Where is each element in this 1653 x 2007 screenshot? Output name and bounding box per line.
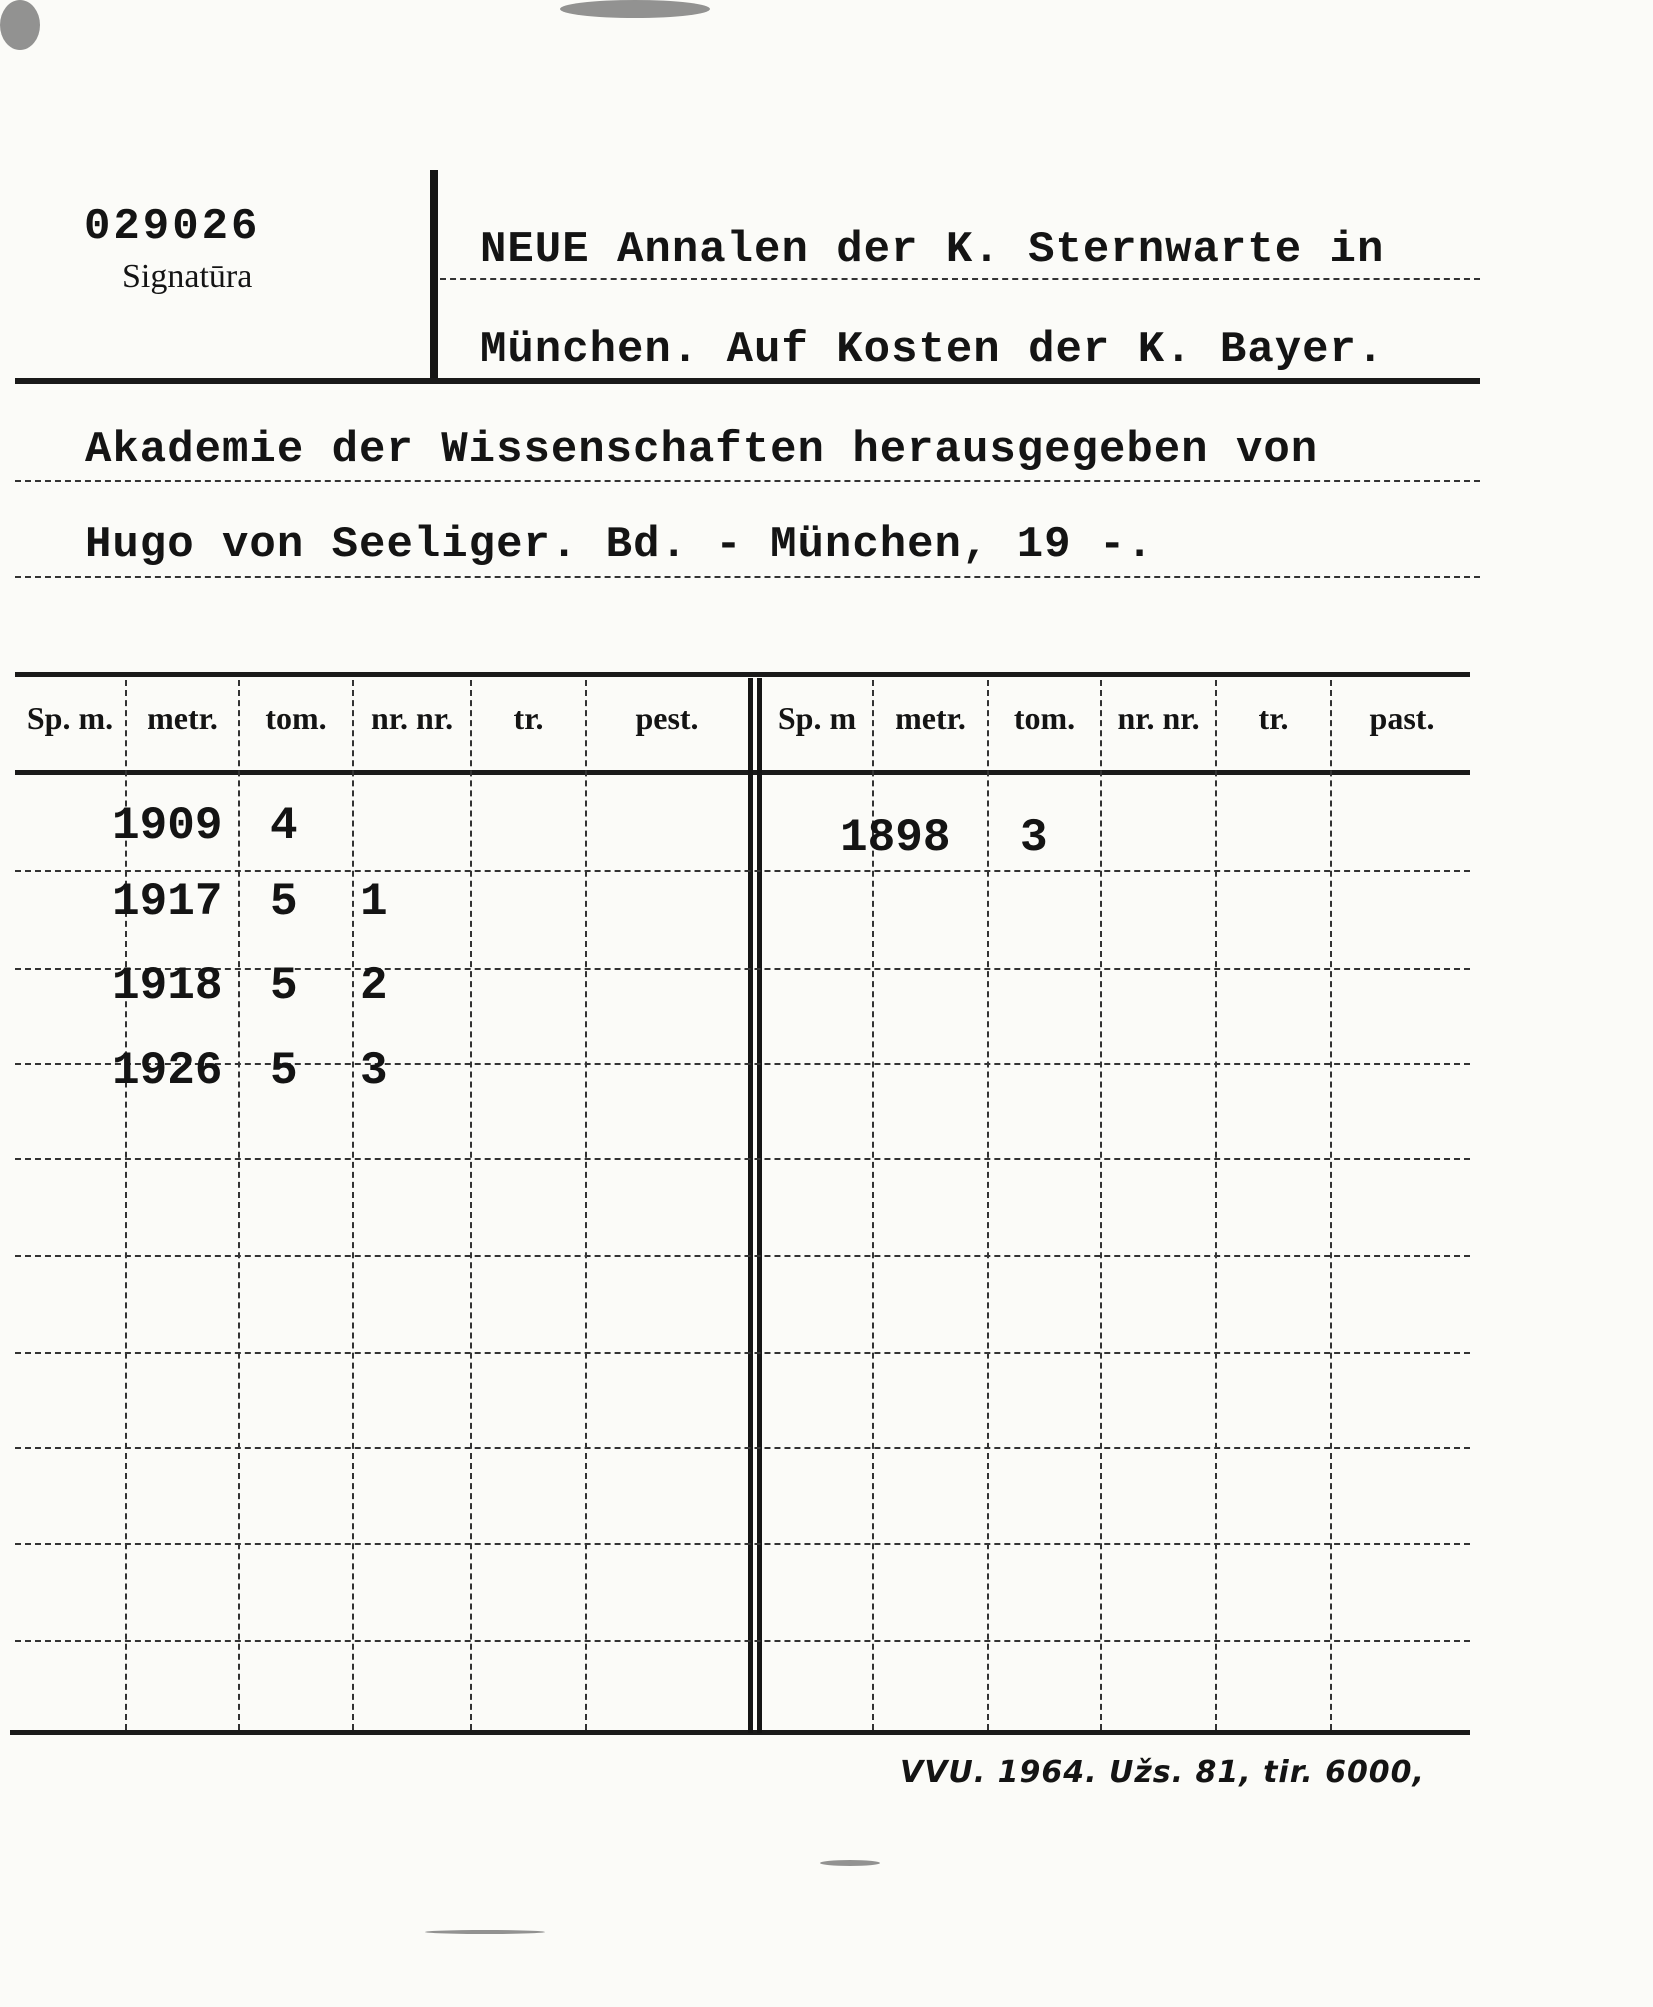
table-row-rule [15, 1352, 1470, 1354]
cell-nr: 2 [360, 960, 388, 1012]
signature-number: 029026 [84, 202, 261, 252]
title-rule [440, 278, 1480, 280]
title-line-1: NEUE Annalen der K. Sternwarte in [480, 225, 1385, 275]
cell-metr: 1918 [112, 960, 223, 1012]
column-divider [352, 680, 354, 1730]
column-divider [1330, 680, 1332, 1730]
table-center-divider [748, 678, 753, 1733]
cell-tom: 4 [270, 800, 298, 852]
cell-nr: 3 [360, 1045, 388, 1097]
column-header-tr: tr. [513, 700, 544, 736]
table-bottom-rule [10, 1730, 1470, 1735]
cell-metr: 1926 [112, 1045, 223, 1097]
signature-label: Signatūra [122, 258, 253, 295]
column-header-nr: nr. nr. [1117, 700, 1200, 736]
scan-speck [820, 1860, 880, 1866]
table-row-rule [15, 1543, 1470, 1545]
column-header-sp-m: Sp. m. [26, 700, 114, 736]
column-header-metr: metr. [147, 700, 218, 736]
table-row-rule [15, 1640, 1470, 1642]
scan-smudge [0, 0, 40, 50]
column-divider [1215, 680, 1217, 1730]
cell-tom: 5 [270, 960, 298, 1012]
column-header-tr: tr. [1258, 700, 1289, 736]
column-header-nr: nr. nr. [370, 700, 454, 736]
header-divider [430, 170, 438, 378]
title-line-2: München. Auf Kosten der K. Bayer. [480, 325, 1385, 375]
table-header-rule [15, 770, 1470, 775]
table-top-rule [15, 672, 1470, 677]
column-header-pest: pest. [635, 700, 699, 736]
column-header-past: past. [1369, 700, 1435, 736]
column-header-tom: tom. [265, 700, 327, 736]
title-line-4: Hugo von Seeliger. Bd. - München, 19 -. [85, 520, 1154, 570]
cell-metr: 1917 [112, 876, 223, 928]
table-row-rule [15, 1063, 1470, 1065]
cell-metr: 1909 [112, 800, 223, 852]
scan-smudge [560, 0, 710, 18]
table-row-rule [15, 1158, 1470, 1160]
cell-nr: 1 [360, 876, 388, 928]
table-row-rule [15, 870, 1470, 872]
column-divider [238, 680, 240, 1730]
print-run-note: VVU. 1964. Užs. 81, tir. 6000, [900, 1755, 1425, 1790]
column-divider [987, 680, 989, 1730]
cell-tom: 5 [270, 876, 298, 928]
title-rule [15, 480, 1480, 482]
cell-metr: 1898 [840, 812, 951, 864]
title-rule [15, 576, 1480, 578]
column-header-tom: tom. [1013, 700, 1076, 736]
column-header-sp-m: Sp. m [777, 700, 857, 736]
cell-tom: 3 [1020, 812, 1048, 864]
table-row-rule [15, 1447, 1470, 1449]
table-row-rule [15, 968, 1470, 970]
column-divider [585, 680, 587, 1730]
scan-speck [425, 1930, 545, 1934]
table-center-divider [757, 678, 762, 1733]
table-row-rule [15, 1255, 1470, 1257]
column-divider [470, 680, 472, 1730]
header-rule [15, 378, 1480, 384]
column-divider [1100, 680, 1102, 1730]
title-line-3: Akademie der Wissenschaften herausgegeben von [85, 425, 1319, 475]
cell-tom: 5 [270, 1045, 298, 1097]
column-header-metr: metr. [895, 700, 966, 736]
